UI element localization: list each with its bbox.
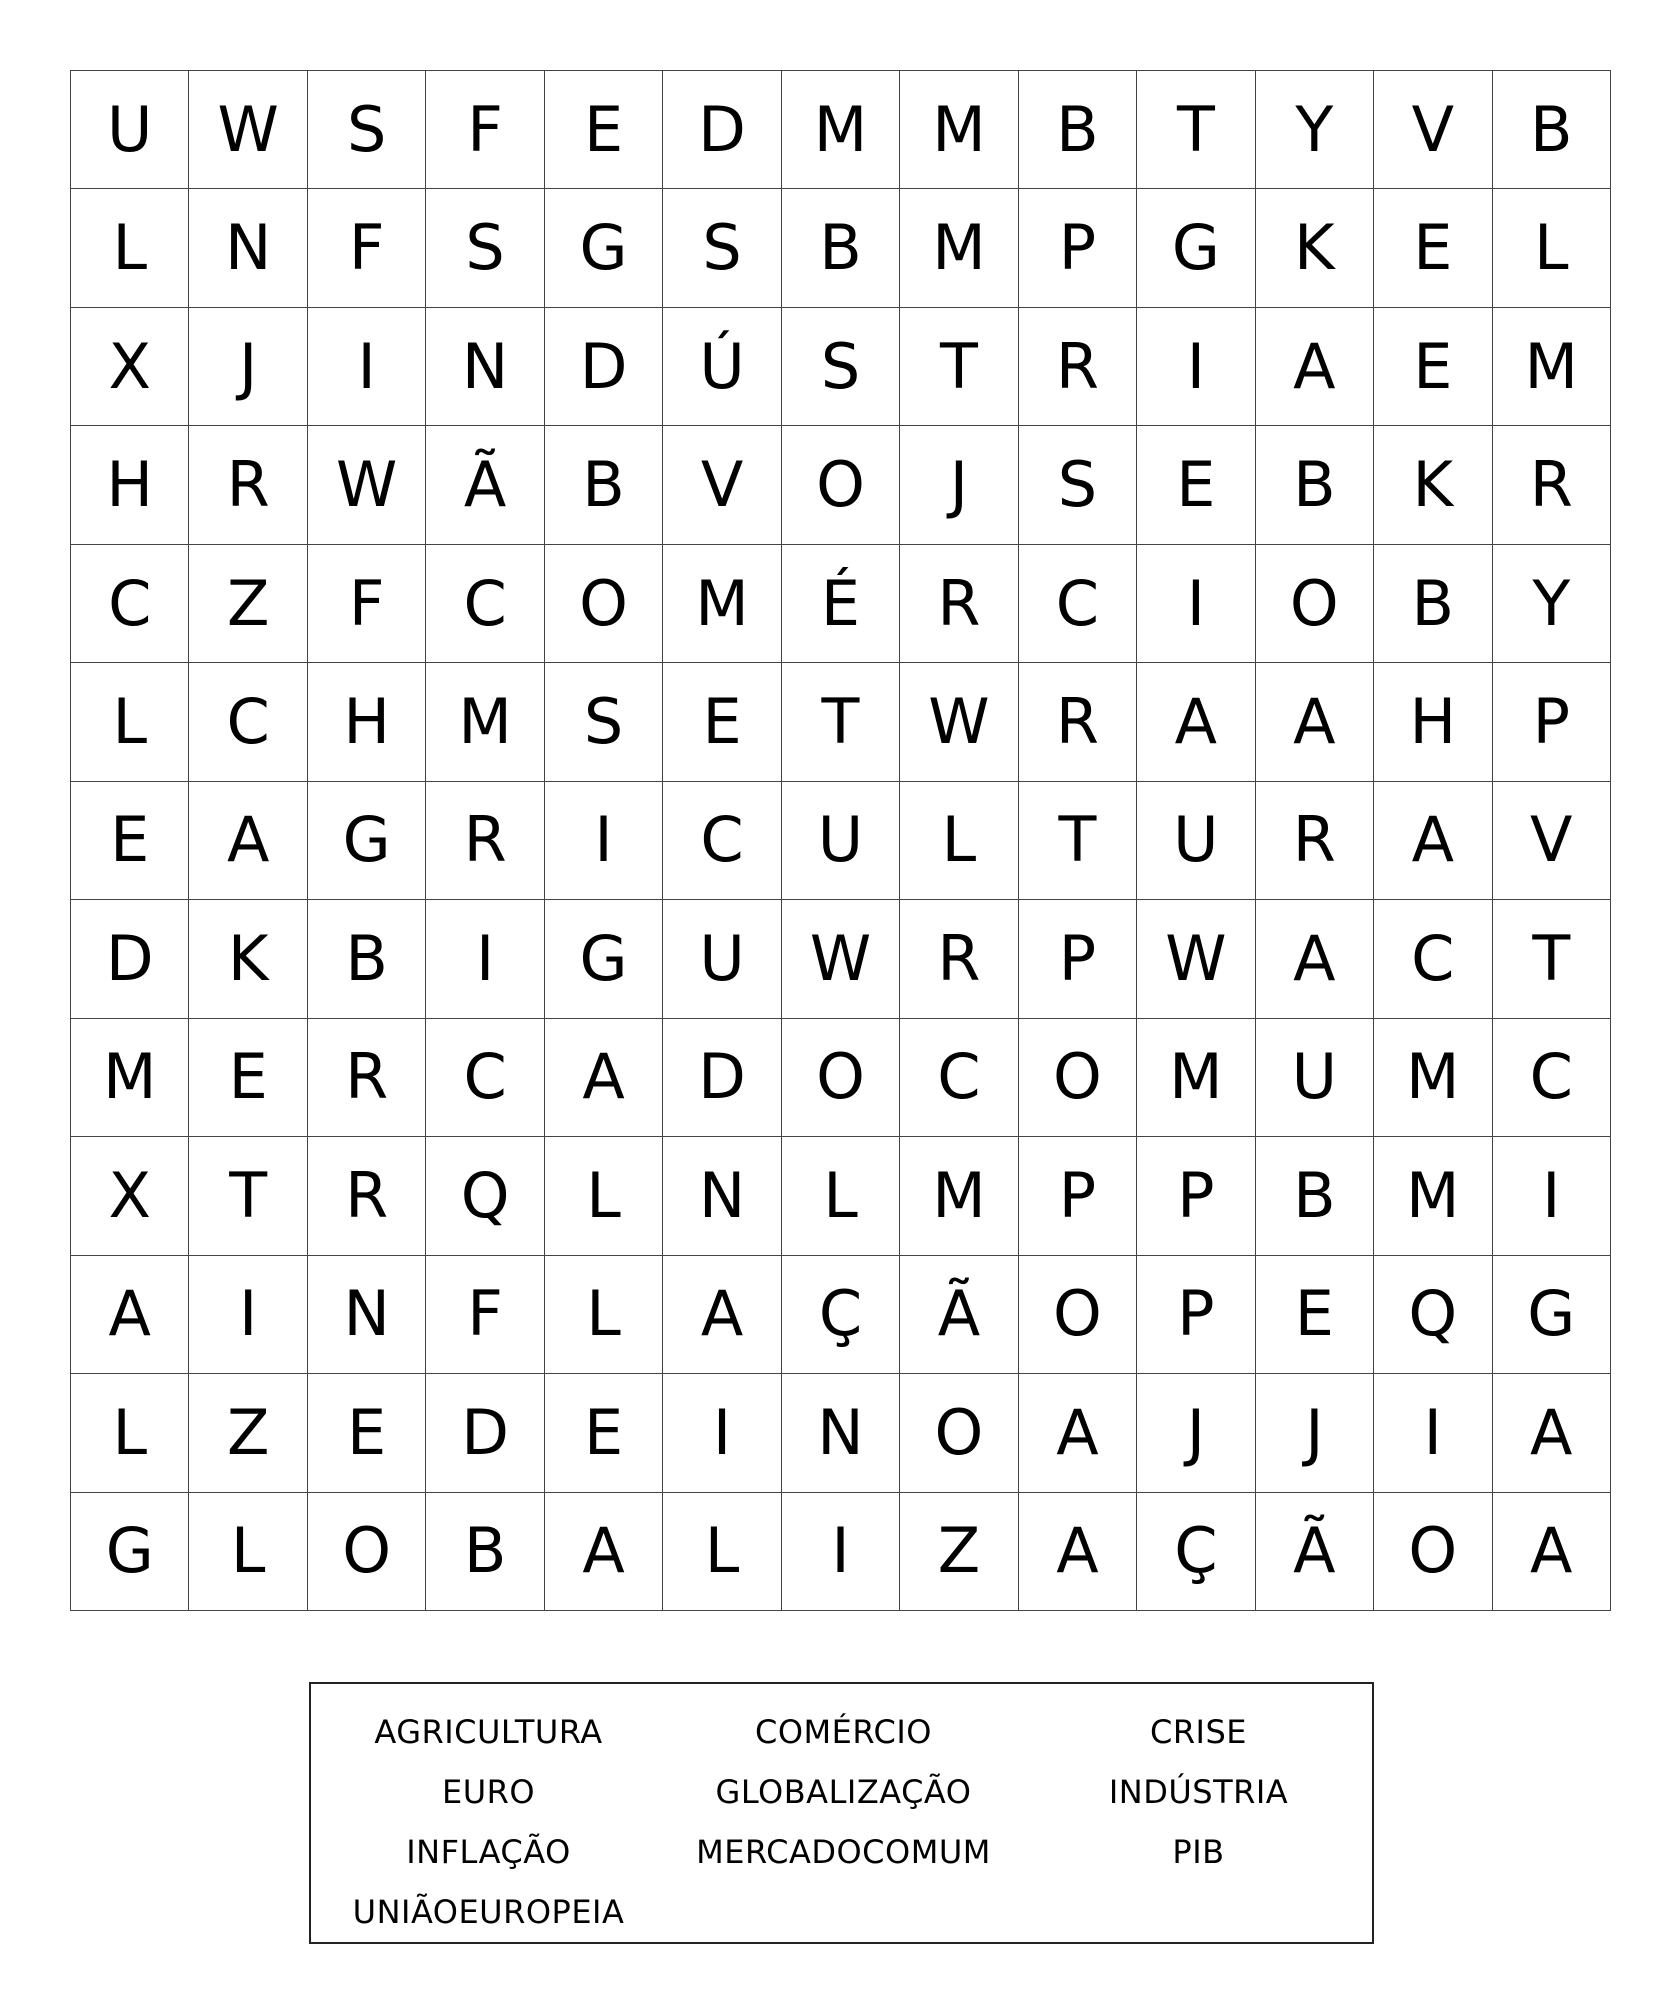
grid-cell[interactable]: É (782, 545, 900, 663)
grid-cell[interactable]: E (1137, 426, 1255, 544)
grid-cell[interactable]: B (1256, 1137, 1374, 1255)
grid-cell[interactable]: Ã (900, 1256, 1018, 1374)
grid-cell[interactable]: L (663, 1493, 781, 1611)
grid-cell[interactable]: I (426, 900, 544, 1018)
grid-cell[interactable]: W (900, 663, 1018, 781)
word-list-item: COMÉRCIO (755, 1713, 932, 1751)
grid-cell[interactable]: O (1374, 1493, 1492, 1611)
grid-cell[interactable]: T (782, 663, 900, 781)
grid-cell[interactable]: R (426, 782, 544, 900)
grid-cell[interactable]: A (189, 782, 307, 900)
grid-cell[interactable]: A (545, 1493, 663, 1611)
grid-cell[interactable]: L (545, 1256, 663, 1374)
grid-cell[interactable]: C (1019, 545, 1137, 663)
grid-cell[interactable]: W (782, 900, 900, 1018)
grid-cell[interactable]: M (900, 71, 1018, 189)
grid-cell[interactable]: Z (189, 545, 307, 663)
grid-cell[interactable]: C (71, 545, 189, 663)
grid-cell[interactable]: O (545, 545, 663, 663)
grid-cell[interactable]: M (1374, 1019, 1492, 1137)
grid-cell[interactable]: M (1137, 1019, 1255, 1137)
grid-cell[interactable]: A (1374, 782, 1492, 900)
word-list-item: GLOBALIZAÇÃO (715, 1773, 972, 1811)
grid-cell[interactable]: Y (1256, 71, 1374, 189)
grid-cell[interactable]: A (1137, 663, 1255, 781)
grid-cell[interactable]: B (308, 900, 426, 1018)
grid-cell[interactable]: L (71, 1374, 189, 1492)
grid-cell[interactable]: W (189, 71, 307, 189)
grid-cell[interactable]: Z (189, 1374, 307, 1492)
grid-cell[interactable]: M (782, 71, 900, 189)
grid-cell[interactable]: S (782, 308, 900, 426)
grid-cell[interactable]: L (71, 663, 189, 781)
grid-cell[interactable]: U (663, 900, 781, 1018)
grid-cell[interactable]: L (1493, 189, 1611, 307)
grid-cell[interactable]: B (1374, 545, 1492, 663)
grid-cell[interactable]: E (1374, 189, 1492, 307)
grid-cell[interactable]: K (189, 900, 307, 1018)
grid-cell[interactable]: I (1137, 308, 1255, 426)
grid-cell[interactable]: M (71, 1019, 189, 1137)
grid-cell[interactable]: A (1256, 663, 1374, 781)
grid-cell[interactable]: U (1137, 782, 1255, 900)
grid-cell[interactable]: Ú (663, 308, 781, 426)
grid-cell[interactable]: F (308, 189, 426, 307)
grid-cell[interactable]: A (71, 1256, 189, 1374)
grid-cell[interactable]: G (545, 189, 663, 307)
grid-cell[interactable]: L (71, 189, 189, 307)
grid-cell[interactable]: I (782, 1493, 900, 1611)
grid-cell[interactable]: G (1137, 189, 1255, 307)
grid-cell[interactable]: N (663, 1137, 781, 1255)
word-list-item: INDÚSTRIA (1108, 1773, 1289, 1811)
grid-cell[interactable]: S (308, 71, 426, 189)
grid-cell[interactable]: L (782, 1137, 900, 1255)
grid-cell[interactable]: S (1019, 426, 1137, 544)
grid-cell[interactable]: B (1256, 426, 1374, 544)
grid-cell[interactable]: A (545, 1019, 663, 1137)
grid-cell[interactable]: V (1374, 71, 1492, 189)
grid-cell[interactable]: Ã (426, 426, 544, 544)
grid-cell[interactable]: J (900, 426, 1018, 544)
word-list-item: MERCADOCOMUM (696, 1833, 991, 1871)
word-list-item: CRISE (1149, 1713, 1248, 1751)
grid-cell[interactable]: E (663, 663, 781, 781)
grid-cell[interactable]: M (426, 663, 544, 781)
grid-cell[interactable]: L (900, 782, 1018, 900)
grid-cell[interactable]: A (1019, 1493, 1137, 1611)
grid-cell[interactable]: I (545, 782, 663, 900)
word-list (311, 1702, 1372, 1942)
grid-cell[interactable]: M (1374, 1137, 1492, 1255)
grid-cell[interactable]: G (545, 900, 663, 1018)
grid-cell[interactable]: A (1256, 900, 1374, 1018)
grid-cell[interactable]: D (545, 308, 663, 426)
grid-cell[interactable]: K (1256, 189, 1374, 307)
grid-cell[interactable]: O (1019, 1256, 1137, 1374)
grid-cell[interactable]: B (545, 426, 663, 544)
grid-cell[interactable]: A (1493, 1374, 1611, 1492)
grid-cell[interactable]: Q (426, 1137, 544, 1255)
grid-cell[interactable]: Ç (782, 1256, 900, 1374)
grid-cell[interactable]: E (545, 1374, 663, 1492)
grid-cell[interactable]: T (1493, 900, 1611, 1018)
grid-cell[interactable]: I (1137, 545, 1255, 663)
grid-cell[interactable]: J (1137, 1374, 1255, 1492)
grid-cell[interactable]: S (545, 663, 663, 781)
grid-cell[interactable]: P (1019, 900, 1137, 1018)
word-list-item: INFLAÇÃO (406, 1833, 571, 1871)
grid-cell[interactable]: N (308, 1256, 426, 1374)
grid-cell[interactable]: N (782, 1374, 900, 1492)
grid-cell[interactable]: B (426, 1493, 544, 1611)
grid-cell[interactable]: L (545, 1137, 663, 1255)
grid-cell[interactable]: R (189, 426, 307, 544)
grid-cell[interactable]: T (1019, 782, 1137, 900)
grid-cell[interactable]: B (1493, 71, 1611, 189)
grid-cell[interactable]: A (1493, 1493, 1611, 1611)
grid-cell[interactable]: O (1256, 545, 1374, 663)
grid-cell[interactable]: M (663, 545, 781, 663)
grid-cell[interactable]: S (663, 189, 781, 307)
grid-cell[interactable]: V (1493, 782, 1611, 900)
grid-cell[interactable]: Ç (1137, 1493, 1255, 1611)
grid-cell[interactable]: H (71, 426, 189, 544)
grid-cell[interactable]: S (426, 189, 544, 307)
grid-cell[interactable]: E (1374, 308, 1492, 426)
grid-cell[interactable]: C (426, 1019, 544, 1137)
grid-cell[interactable]: M (900, 1137, 1018, 1255)
word-list-box (309, 1682, 1374, 1944)
grid-cell[interactable]: D (663, 1019, 781, 1137)
grid-cell[interactable]: O (900, 1374, 1018, 1492)
grid-cell[interactable]: N (189, 189, 307, 307)
grid-cell[interactable]: E (308, 1374, 426, 1492)
grid-cell[interactable]: W (308, 426, 426, 544)
grid-cell[interactable]: F (308, 545, 426, 663)
grid-cell[interactable]: R (900, 900, 1018, 1018)
grid-cell[interactable]: C (1493, 1019, 1611, 1137)
grid-cell[interactable]: U (71, 71, 189, 189)
grid-cell[interactable]: E (189, 1019, 307, 1137)
grid-cell[interactable]: A (1019, 1374, 1137, 1492)
grid-cell[interactable]: R (1019, 308, 1137, 426)
grid-cell[interactable]: R (1493, 426, 1611, 544)
grid-cell[interactable]: R (900, 545, 1018, 663)
grid-cell[interactable]: E (545, 71, 663, 189)
grid-cell[interactable]: U (782, 782, 900, 900)
grid-cell[interactable]: Q (1374, 1256, 1492, 1374)
grid-cell[interactable]: C (663, 782, 781, 900)
grid-cell[interactable]: H (1374, 663, 1492, 781)
grid-cell[interactable]: C (900, 1019, 1018, 1137)
grid-cell[interactable]: R (1019, 663, 1137, 781)
grid-cell[interactable]: R (1256, 782, 1374, 900)
grid-cell[interactable]: V (663, 426, 781, 544)
grid-cell[interactable]: T (1137, 71, 1255, 189)
grid-cell[interactable]: H (308, 663, 426, 781)
grid-cell[interactable]: O (308, 1493, 426, 1611)
word-list-item: UNIÃOEUROPEIA (352, 1893, 625, 1931)
grid-cell[interactable]: P (1493, 663, 1611, 781)
grid-cell[interactable]: L (189, 1493, 307, 1611)
grid-cell[interactable]: E (1256, 1256, 1374, 1374)
word-search-grid (70, 70, 1611, 1611)
grid-cell[interactable]: I (1374, 1374, 1492, 1492)
grid-cell[interactable]: J (1256, 1374, 1374, 1492)
grid-cell[interactable]: I (308, 308, 426, 426)
grid-cell[interactable]: F (426, 71, 544, 189)
word-list-item: PIB (1172, 1833, 1225, 1871)
grid-cell[interactable]: M (1493, 308, 1611, 426)
word-list-item: AGRICULTURA (374, 1713, 603, 1751)
grid-cell[interactable]: I (1493, 1137, 1611, 1255)
grid-cell[interactable]: B (1019, 71, 1137, 189)
grid-cell[interactable]: C (1374, 900, 1492, 1018)
grid-cell[interactable]: P (1137, 1137, 1255, 1255)
grid-cell[interactable]: G (1493, 1256, 1611, 1374)
grid-cell[interactable]: G (71, 1493, 189, 1611)
word-list-item: EURO (441, 1773, 536, 1811)
grid-cell[interactable]: G (308, 782, 426, 900)
grid-cell[interactable]: E (71, 782, 189, 900)
grid-cell[interactable]: C (189, 663, 307, 781)
grid-cell[interactable]: D (663, 71, 781, 189)
grid-cell[interactable]: P (1019, 1137, 1137, 1255)
grid-cell[interactable]: J (189, 308, 307, 426)
grid-cell[interactable]: C (426, 545, 544, 663)
grid-cell[interactable]: W (1137, 900, 1255, 1018)
grid-cell[interactable]: O (1019, 1019, 1137, 1137)
grid-cell[interactable]: U (1256, 1019, 1374, 1137)
grid-cell[interactable]: X (71, 308, 189, 426)
grid-cell[interactable]: Ã (1256, 1493, 1374, 1611)
grid-cell[interactable]: N (426, 308, 544, 426)
grid-cell[interactable]: O (782, 1019, 900, 1137)
grid-cell[interactable]: R (308, 1137, 426, 1255)
grid-cell[interactable]: K (1374, 426, 1492, 544)
grid-cell[interactable]: P (1137, 1256, 1255, 1374)
grid-cell[interactable]: I (189, 1256, 307, 1374)
grid-cell[interactable]: R (308, 1019, 426, 1137)
grid-cell[interactable]: A (1256, 308, 1374, 426)
grid-cell[interactable]: B (782, 189, 900, 307)
grid-cell[interactable]: A (663, 1256, 781, 1374)
grid-cell[interactable]: T (900, 308, 1018, 426)
grid-cell[interactable]: M (900, 189, 1018, 307)
grid-cell[interactable]: D (71, 900, 189, 1018)
grid-cell[interactable]: P (1019, 189, 1137, 307)
grid-cell[interactable]: D (426, 1374, 544, 1492)
grid-cell[interactable]: I (663, 1374, 781, 1492)
grid-cell[interactable]: T (189, 1137, 307, 1255)
grid-cell[interactable]: Y (1493, 545, 1611, 663)
grid-cell[interactable]: Z (900, 1493, 1018, 1611)
grid-cell[interactable]: X (71, 1137, 189, 1255)
grid-cell[interactable]: O (782, 426, 900, 544)
grid-cell[interactable]: F (426, 1256, 544, 1374)
